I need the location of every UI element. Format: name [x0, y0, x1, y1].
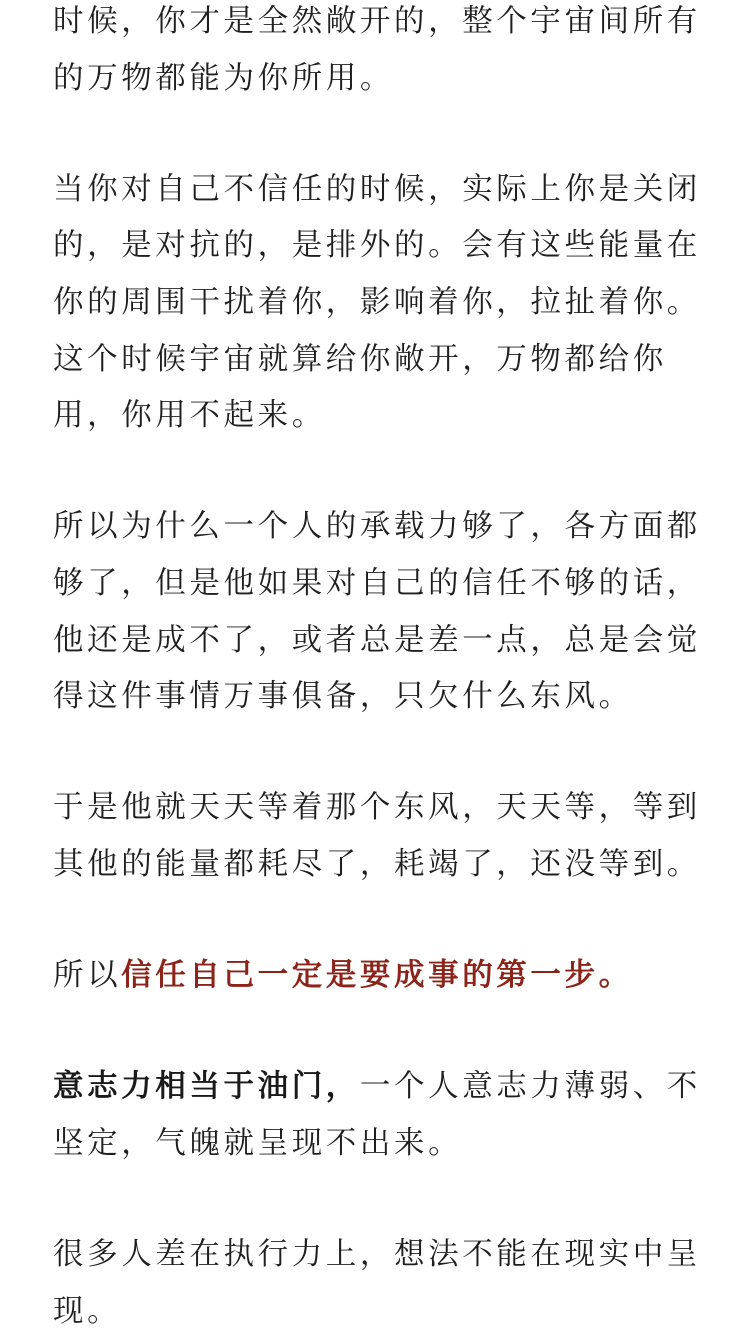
text-line: 其他的能量都耗尽了，耗竭了，还没等到。: [53, 846, 701, 882]
key-point-prefix: 所以: [53, 958, 122, 994]
paragraph-spacer: [53, 894, 699, 949]
text-line: 的，是对抗的，是排外的。会有这些能量在: [53, 228, 701, 264]
paragraph-4: [53, 780, 699, 893]
paragraph-3: [53, 499, 699, 725]
paragraph-spacer: [53, 726, 699, 781]
highlighted-key-point: 信任自己一定是要成事的第一步。: [121, 958, 633, 994]
paragraph-2: [53, 162, 699, 445]
text-line: 这个时候宇宙就算给你敞开，万物都给你: [53, 341, 667, 377]
paragraph-spacer: [53, 107, 699, 162]
text-continuation: 一个人意志力薄弱、不: [359, 1069, 701, 1105]
paragraph-7: [53, 1227, 699, 1340]
text-line: 所以为什么一个人的承载力够了，各方面都: [53, 509, 701, 545]
article-body: [53, 0, 699, 1340]
text-line: 当你对自己不信任的时候，实际上你是关闭: [53, 171, 701, 207]
bold-lead-phrase: 意志力相当于油门，: [53, 1069, 360, 1105]
text-line: 现。: [53, 1293, 122, 1329]
text-line: 的万物都能为你所用。: [53, 60, 394, 96]
text-line: 时候，你才是全然敞开的，整个宇宙间所有: [53, 4, 701, 39]
text-line: [53, 1059, 699, 1116]
paragraph-6: [53, 1059, 699, 1172]
text-line: 得这件事情万事俱备，只欠什么东风。: [53, 679, 633, 715]
text-line: 够了，但是他如果对自己的信任不够的话，: [53, 565, 701, 601]
paragraph-spacer: [53, 1172, 699, 1227]
text-line: 于是他就天天等着那个东风，天天等，等到: [53, 790, 701, 826]
text-line: 你的周围干扰着你，影响着你，拉扯着你。: [53, 284, 701, 320]
text-line: [53, 948, 699, 1005]
text-line: 很多人差在执行力上，想法不能在现实中呈: [53, 1237, 701, 1273]
text-line: 用，你用不起来。: [53, 398, 326, 434]
paragraph-spacer: [53, 1005, 699, 1060]
paragraph-5-key-point: [53, 948, 699, 1005]
text-line: 坚定，气魄就呈现不出来。: [53, 1125, 463, 1161]
paragraph-spacer: [53, 445, 699, 500]
text-line: 他还是成不了，或者总是差一点，总是会觉: [53, 622, 701, 658]
paragraph-1: [53, 0, 699, 107]
